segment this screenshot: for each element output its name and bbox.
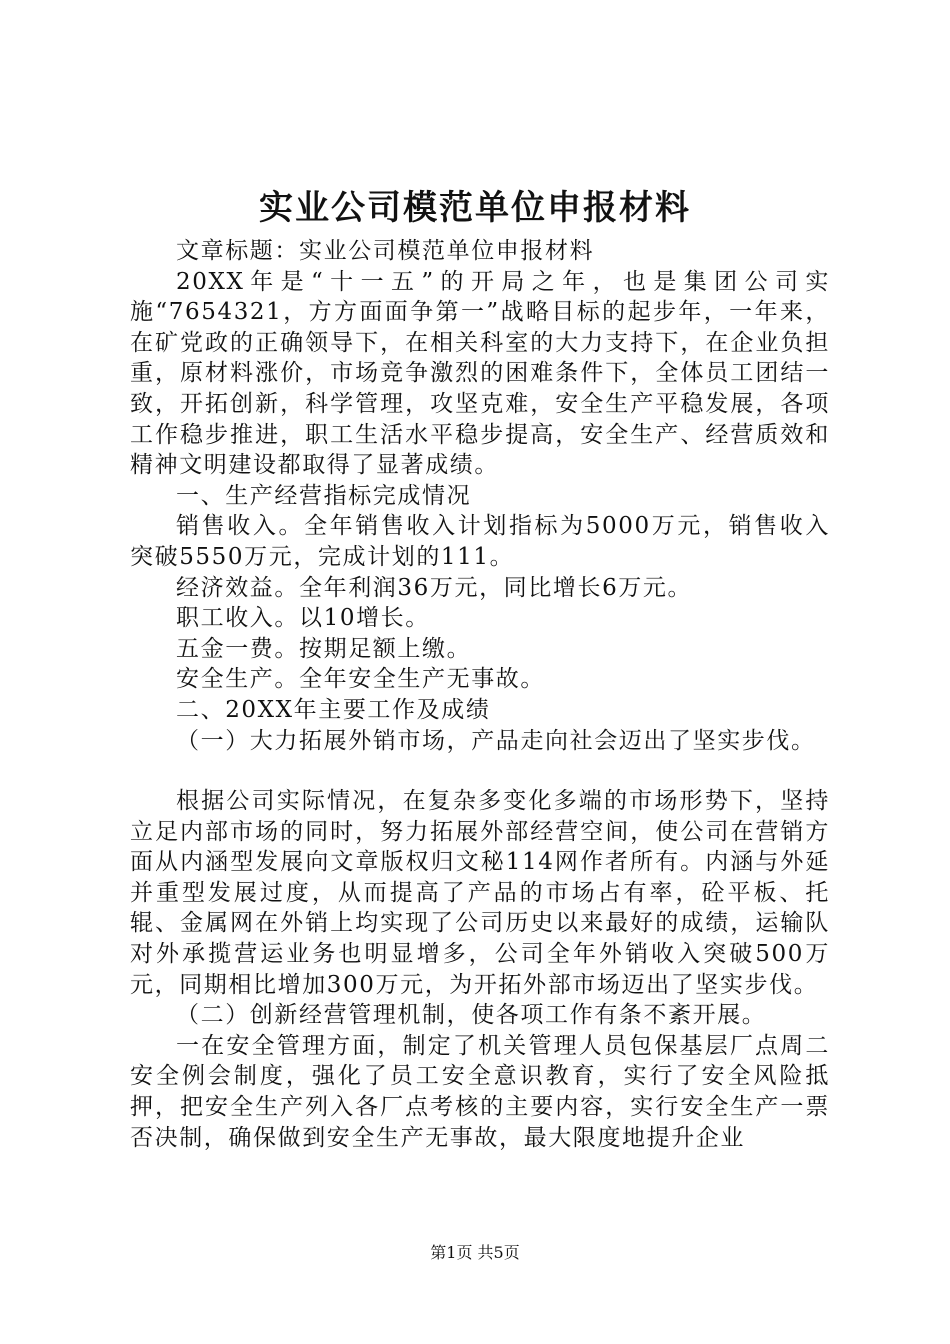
safety-management-paragraph: 一在安全管理方面，制定了机关管理人员包保基层厂点周二安全例会制度，强化了员工安全意识教育，实行了安全风险抵押，把安全生产列入各厂点考核的主要内容，实行安全生产一票否决制，确保做到安全生产无事故，最大限度地提升企业	[130, 1032, 830, 1151]
section-heading-2: 二、20XX年主要工作及成绩	[176, 696, 491, 723]
sales-paragraph: 销售收入。全年销售收入计划指标为5000万元，销售收入突破5550万元，完成计划的111。	[130, 513, 830, 570]
document-body	[130, 236, 830, 1153]
market-paragraph: 根据公司实际情况，在复杂多变化多端的市场形势下，坚持立足内部市场的同时，努力拓展外部经营空间，使公司在营销方面从内涵型发展向文章版权归文秘114网作者所有。内涵与外延并重型发展过度，从而提高了产品的市场占有率，砼平板、托辊、金属网在外销上均实现了公司历史以来最好的成绩，运输队对外承揽营运业务也明显增多，公司全年外销收入突破500万元，同期相比增加300万元，为开拓外部市场迈出了坚实步伐。	[130, 788, 830, 998]
article-title-line: 文章标题：实业公司模范单位申报材料	[176, 238, 595, 264]
subsection-heading-1: （一）大力拓展外销市场，产品走向社会迈出了坚实步伐。	[176, 727, 816, 754]
safety-paragraph: 安全生产。全年安全生产无事故。	[176, 666, 545, 693]
intro-paragraph: 20XX年是“十一五”的开局之年，也是集团公司实施“7654321，方方面面争第一”战略目标的起步年，一年来，在矿党政的正确领导下，在相关科室的大力支持下，在企业负担重，原材料涨价，市场竞争激烈的困难条件下，全体员工团结一致，开拓创新，科学管理，攻坚克难，安全生产平稳发展，各项工作稳步推进，职工生活水平稳步提高，安全生产、经营质效和精神文明建设都取得了显著成绩。	[130, 268, 830, 479]
profit-paragraph: 经济效益。全年利润36万元，同比增长6万元。	[176, 574, 693, 601]
section-heading-1: 一、生产经营指标完成情况	[176, 482, 472, 509]
subsection-heading-2: （二）创新经营管理机制，使各项工作有条不紊开展。	[176, 1002, 767, 1029]
document-title: 实业公司模范单位申报材料	[259, 188, 691, 228]
income-paragraph: 职工收入。以10增长。	[176, 605, 430, 632]
fees-paragraph: 五金一费。按期足额上缴。	[176, 635, 472, 662]
page-footer: 第1页 共5页	[430, 1243, 520, 1262]
